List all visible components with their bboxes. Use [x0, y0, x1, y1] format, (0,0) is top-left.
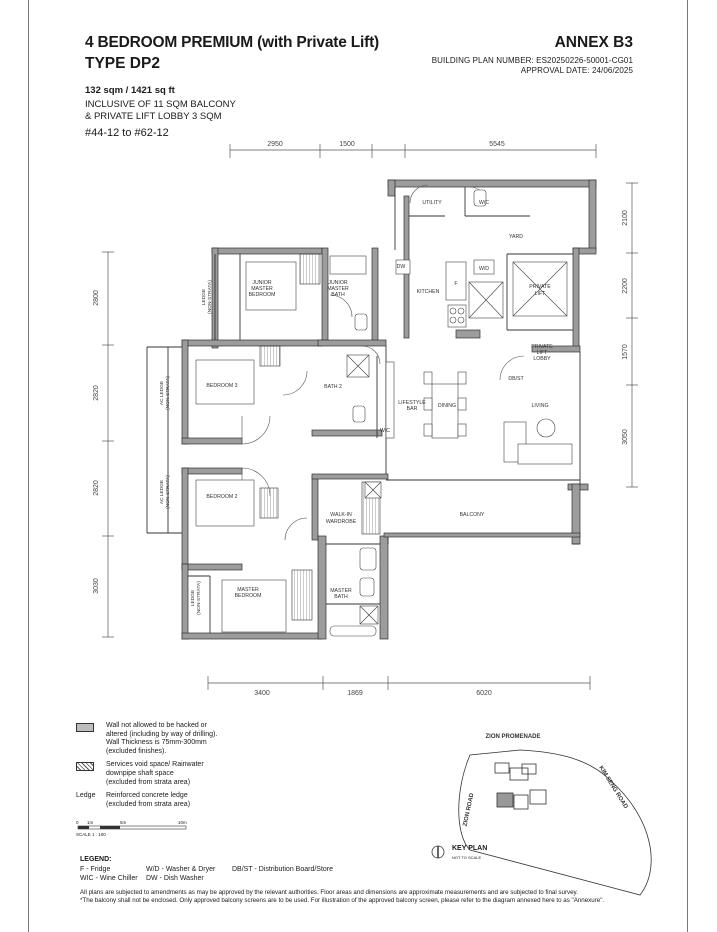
label-wic: WIC: [379, 428, 391, 434]
room-private-lift-1: PRIVATE: [529, 284, 551, 290]
wall-symbol-icon: [76, 723, 94, 732]
legend-ledge-label: Ledge: [76, 792, 96, 800]
inclusive-line-1: INCLUSIVE OF 11 SQM BALCONY: [85, 99, 236, 110]
room-private-lift-2: LIFT: [534, 291, 546, 297]
legend-wall-1: Wall not allowed to be hacked or: [106, 722, 207, 729]
room-jm-bath-1: JUNIOR: [328, 280, 348, 286]
room-jmb-2: MASTER: [251, 286, 273, 292]
legend-void-3: (excluded from strata area): [106, 778, 191, 786]
legend-symbols: [76, 722, 286, 814]
legend-wall-2: altered (including by way of drilling).: [106, 730, 218, 738]
dimension-lines-top: [230, 144, 596, 158]
scale-bar: [76, 820, 196, 841]
key-plan-road-top: ZION PROMENADE: [485, 734, 541, 740]
legend-void-1: Services void space/ Rainwater: [106, 761, 204, 769]
dim-top-1: 2950: [267, 141, 283, 148]
room-living: LIVING: [531, 403, 549, 409]
room-jmb-3: BEDROOM: [248, 292, 276, 298]
ac-ledge-2a: AC LEDGE: [160, 479, 165, 505]
dim-top-2: 1500: [339, 141, 355, 148]
unit-area: 132 sqm / 1421 sq ft: [85, 85, 175, 96]
scale-mark-10: 10m: [178, 820, 187, 825]
room-dining: DINING: [437, 403, 457, 409]
ledge-top-2: (NON-STRATA): [208, 280, 213, 314]
room-wc: W/C: [478, 200, 490, 206]
door-swings: [242, 185, 524, 540]
dim-right-1: 2100: [622, 210, 629, 226]
dimension-lines-left: [102, 252, 114, 637]
room-dbst: DB/ST: [508, 376, 524, 382]
page-title: 4 BEDROOM PREMIUM (with Private Lift): [85, 34, 380, 51]
legend-wall-row: [76, 722, 286, 756]
room-master-bedroom-1: MASTER: [237, 587, 259, 593]
room-lift-lobby-3: LOBBY: [533, 356, 551, 362]
dim-bottom-2: 1869: [347, 690, 363, 697]
label-dw: DW: [396, 264, 406, 270]
scale-mark-0: 0: [76, 820, 79, 825]
room-jm-bath-3: BATH: [331, 292, 345, 298]
room-master-bedroom-2: BEDROOM: [234, 593, 262, 599]
beds: [196, 262, 296, 632]
legend-wall-4: (excluded finishes).: [106, 747, 167, 755]
dim-left-1: 2800: [93, 290, 100, 306]
legend-ledge-row: [76, 792, 286, 809]
inclusive-line-2: & PRIVATE LIFT LOBBY 3 SQM: [85, 111, 222, 122]
dim-bottom-3: 6020: [476, 690, 492, 697]
dim-top-3: 5545: [489, 141, 505, 148]
label-wd: W/D: [478, 266, 490, 272]
key-plan-label: KEY PLAN: [452, 845, 488, 852]
scale-mark-5: 5m: [120, 820, 127, 825]
dim-left-2: 2820: [93, 385, 100, 401]
room-lifestyle-bar-2: BAR: [406, 406, 418, 412]
room-bedroom3: BEDROOM 3: [206, 383, 238, 389]
dim-bottom-1: 3400: [254, 690, 270, 697]
scale-mark-1: 1m: [87, 820, 94, 825]
note-1: All plans are subjected to amendments as may be approved by the relevant authorities. Floor areas and dimensions are approximate measurements and are subjected to final survey.: [80, 889, 578, 896]
dim-left-4: 3030: [93, 578, 100, 594]
legend-wall-3: Wall Thickness is 75mm-300mm: [106, 739, 207, 747]
key-plan-road-right: KIM SENG ROAD: [597, 765, 629, 810]
room-master-bath-2: BATH: [334, 594, 348, 600]
dim-right-3: 1570: [622, 344, 629, 360]
room-bath2: BATH 2: [324, 384, 342, 390]
legend-ledge-1: Reinforced concrete ledge: [106, 792, 188, 800]
room-lift-lobby-2: LIFT: [536, 350, 548, 356]
room-yard: YARD: [508, 234, 524, 240]
note-2: *The balcony shall not be enclosed. Only approved balcony screens are to be used. For illustration of the approved balcony screen, please refer to the diagram annexed here to as "Annexure".: [80, 897, 605, 904]
key-plan-sub: NOT TO SCALE: [452, 855, 482, 860]
legend-title: LEGEND:: [80, 856, 112, 863]
approval-date: APPROVAL DATE: 24/06/2025: [520, 66, 633, 75]
room-lift-lobby-1: PRIVATE: [531, 344, 553, 350]
room-jm-bath-2: MASTER: [327, 286, 349, 292]
ac-ledge-1a: AC LEDGE: [160, 380, 165, 406]
ac-ledge-1b: (NON-STRATA): [166, 376, 171, 410]
room-bedroom2: BEDROOM 2: [206, 494, 238, 500]
dimension-lines-bottom: [208, 676, 590, 690]
label-fridge: F: [454, 281, 458, 287]
dim-right-2: 2200: [622, 278, 629, 294]
room-balcony: BALCONY: [459, 512, 485, 518]
ledge-top-1: LEDGE: [202, 288, 207, 306]
ac-ledge-2b: (NON-STRATA): [166, 475, 171, 509]
legend-col-1: [80, 866, 138, 883]
unit-numbers: #44-12 to #62-12: [85, 127, 169, 139]
room-master-bath-1: MASTER: [330, 588, 352, 594]
room-wiw-1: WALK-IN: [330, 512, 352, 518]
room-wiw-2: WARDROBE: [325, 519, 357, 525]
legend-col-2: [146, 866, 215, 883]
living-furniture: [504, 419, 572, 464]
dim-right-4: 3050: [622, 429, 629, 445]
legend-ledge-2: (excluded from strata area): [106, 800, 191, 808]
legend-fridge: F - Fridge: [80, 866, 111, 873]
dim-left-3: 2820: [93, 480, 100, 496]
unit-type: TYPE DP2: [85, 55, 160, 72]
void-symbol-icon: [76, 762, 94, 771]
legend-washer-dryer: W/D - Washer & Dryer: [146, 866, 216, 873]
room-utility: UTILITY: [422, 200, 442, 206]
ledge-bottom-1: LEDGE: [191, 589, 196, 607]
legend-void-row: [76, 761, 286, 787]
annex-label: ANNEX B3: [554, 34, 633, 51]
building-plan-number: BUILDING PLAN NUMBER: ES20250226-50001-CG01: [431, 56, 633, 65]
legend-wine-chiller: WIC - Wine Chiller: [80, 874, 138, 882]
scale-text: SCALE 1 : 100: [76, 832, 106, 837]
legend-void-2: downpipe shaft space: [106, 769, 174, 777]
ledge-bottom-2: (NON-STRATA): [197, 581, 202, 615]
legend-dish-washer: DW - Dish Washer: [146, 874, 204, 882]
room-jmb-1: JUNIOR: [252, 280, 272, 286]
key-plan-road-left: ZION ROAD: [462, 792, 476, 827]
disclaimer-notes: [80, 889, 640, 905]
legend-db-store: DB/ST - Distribution Board/Store: [232, 866, 334, 873]
lifestyle-bar: [386, 362, 394, 438]
room-kitchen: KITCHEN: [416, 289, 440, 295]
legend-col-3: [232, 866, 333, 875]
room-lifestyle-bar-1: LIFESTYLE: [398, 400, 426, 406]
